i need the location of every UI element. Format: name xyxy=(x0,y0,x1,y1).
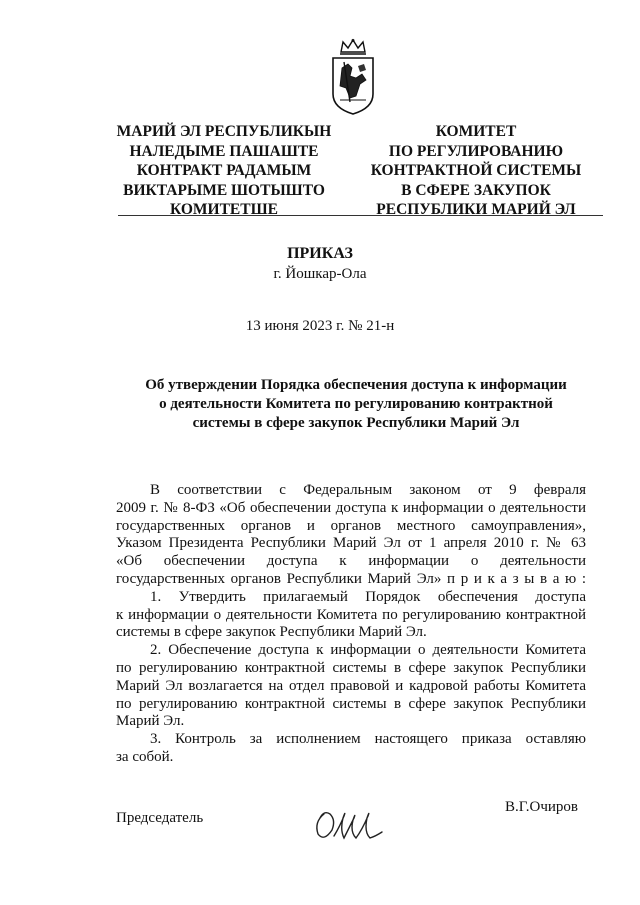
body-line: Марий Эл возлагается на отдел правовой и кадровой работы Комитета xyxy=(116,677,586,694)
signatory-name: В.Г.Очиров xyxy=(505,799,578,815)
handwritten-signature-icon xyxy=(310,800,388,846)
body-line: системы в сфере закупок Республики Марий Эл. xyxy=(116,624,427,641)
header-line: КОМИТЕТШЕ xyxy=(170,201,278,218)
body-line: 2009 г. № 8-ФЗ «Об обеспечении доступа к информации о деятельности xyxy=(116,499,586,516)
header-line: КОНТРАКТ РАДАМЫМ xyxy=(136,162,312,179)
body-line: 1. Утвердить прилагаемый Порядок обеспечения доступа xyxy=(150,588,586,605)
body-line: государственных органов и органов местного самоуправления», xyxy=(116,517,586,534)
coat-of-arms-icon xyxy=(328,38,378,116)
body-line: Марий Эл. xyxy=(116,713,185,730)
body-line: Указом Президента Республики Марий Эл от 1 апреля 2010 г. № 63 xyxy=(116,535,586,552)
header-line: МАРИЙ ЭЛ РЕСПУБЛИКЫН xyxy=(116,123,332,140)
body-line: 2. Обеспечение доступа к информации о деятельности Комитета xyxy=(150,642,586,659)
header-org-name-russian xyxy=(360,122,592,220)
document-body xyxy=(116,482,586,767)
body-line: В соответствии с Федеральным законом от 9 февраля xyxy=(150,482,586,498)
subject-line: системы в сфере закупок Республики Марий Эл xyxy=(192,415,520,431)
header-line: ВИКТАРЫМЕ ШОТЫШТО xyxy=(123,181,325,199)
body-line: по регулированию контрактной системы в сфере закупок Республики xyxy=(116,695,586,712)
header-line: КОНТРАКТНОЙ СИСТЕМЫ xyxy=(370,162,582,179)
body-line: к информации о деятельности Комитета по регулированию контрактной xyxy=(116,606,586,623)
header-line: ПО РЕГУЛИРОВАНИЮ xyxy=(388,142,564,160)
body-line: по регулированию контрактной системы в сфере закупок Республики xyxy=(116,659,586,676)
header-line: НАЛЕДЫМЕ ПАШАШТЕ xyxy=(129,142,319,160)
signatory-title: Председатель xyxy=(116,810,204,826)
header-line: КОМИТЕТ xyxy=(435,123,517,140)
document-date-number: 13 июня 2023 г. № 21-н xyxy=(245,318,395,334)
subject-line: Об утверждении Порядка обеспечения доступа к информации xyxy=(145,377,567,393)
document-city: г. Йошкар-Ола xyxy=(273,266,367,282)
body-line: 3. Контроль за исполнением настоящего приказа оставляю xyxy=(150,731,586,748)
body-line: за собой. xyxy=(116,748,174,765)
document-type: ПРИКАЗ xyxy=(287,245,353,262)
header-line: В СФЕРЕ ЗАКУПОК xyxy=(401,181,551,199)
body-line: «Об обеспечении доступа к информации о деятельности xyxy=(116,553,586,570)
document-subject xyxy=(130,376,582,433)
header-line: РЕСПУБЛИКИ МАРИЙ ЭЛ xyxy=(376,201,576,218)
header-org-name-mari xyxy=(108,122,340,220)
body-line: государственных органов Республики Марий Эл» п р и к а з ы в а ю : xyxy=(116,570,586,587)
subject-line: о деятельности Комитета по регулированию контрактной xyxy=(159,396,553,412)
header-divider xyxy=(118,215,603,216)
